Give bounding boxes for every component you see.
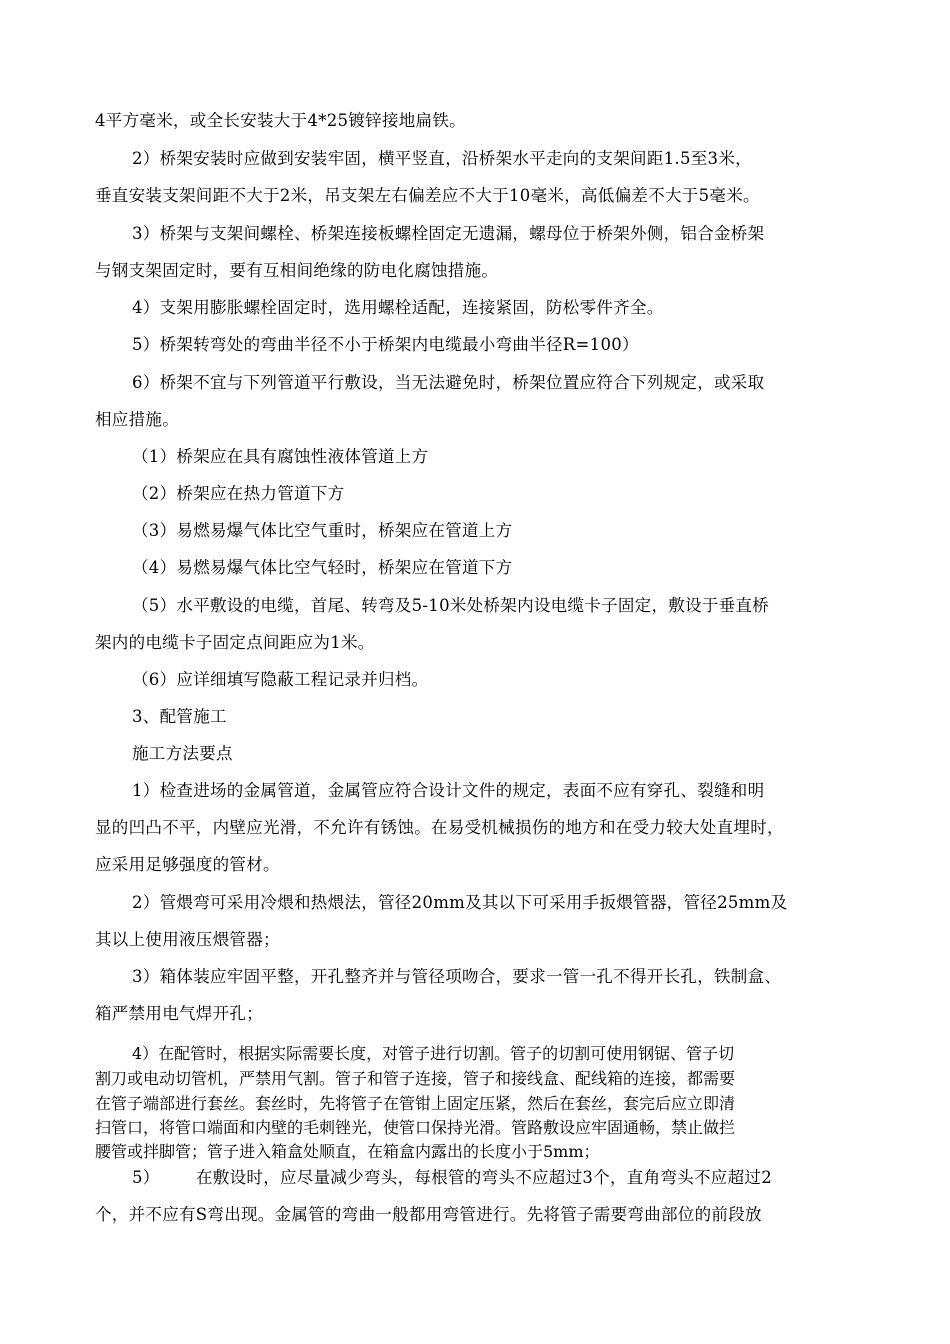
text-line: 架内的电缆卡子固定点间距应为1米。 <box>95 633 375 652</box>
text-line: （3）易燃易爆气体比空气重时，桥架应在管道上方 <box>132 521 513 540</box>
text-line: 在敷设时，应尽量减少弯头，每根管的弯头不应超过3个，直角弯头不应超过2 <box>196 1168 772 1187</box>
text-line: 6）桥架不宜与下列管道平行敷设，当无法避免时，桥架位置应符合下列规定，或采取 <box>132 373 765 392</box>
text-line: 在管子端部进行套丝。套丝时，先将管子在管钳上固定压紧，然后在套丝，套完后应立即清 <box>95 1094 736 1113</box>
text-line: 1）检查进场的金属管道，金属管应符合设计文件的规定，表面不应有穿孔、裂缝和明 <box>132 781 765 800</box>
text-line: 4）在配管时，根据实际需要长度，对管子进行切割。管子的切割可使用钢锯、管子切 <box>132 1044 735 1063</box>
text-line: 与钢支架固定时，要有互相间绝缘的防电化腐蚀措施。 <box>95 261 499 280</box>
text-line: 割刀或电动切管机，严禁用气割。管子和管子连接，管子和接线盒、配线箱的连接，都需要 <box>95 1069 736 1088</box>
section-heading: 3、配管施工 <box>132 707 227 726</box>
text-line: 其以上使用液压煨管器； <box>95 930 280 949</box>
text-line: 应采用足够强度的管材。 <box>95 855 280 874</box>
list-number: 5） <box>132 1168 160 1187</box>
text-line: （1）桥架应在具有腐蚀性液体管道上方 <box>132 447 429 466</box>
text-line: 垂直安装支架间距不大于2米，吊支架左右偏差应不大于10毫米，高低偏差不大于5毫米。 <box>95 186 760 205</box>
text-line: 3）箱体装应牢固平整，开孔整齐并与管径项吻合，要求一管一孔不得开长孔，铁制盒、 <box>132 967 782 986</box>
text-line: 4）支架用膨胀螺栓固定时，选用螺栓适配，连接紧固，防松零件齐全。 <box>132 298 664 317</box>
text-line: （2）桥架应在热力管道下方 <box>132 484 345 503</box>
text-line: 4平方毫米，或全长安装大于4*25镀锌接地扁铁。 <box>95 111 466 130</box>
text-line: 扫管口，将管口端面和内壁的毛刺锉光，使管口保持光滑。管路敷设应牢固通畅，禁止做拦 <box>95 1118 736 1137</box>
text-line: （6）应详细填写隐蔽工程记录并归档。 <box>132 670 429 689</box>
text-line: 腰管或拌脚管；管子进入箱盒处顺直，在箱盒内露出的长度小于5mm； <box>95 1142 600 1161</box>
text-line: （5）水平敷设的电缆，首尾、转弯及5-10米处桥架内设电缆卡子固定，敷设于垂直桥 <box>132 596 770 615</box>
text-line: （4）易燃易爆气体比空气轻时，桥架应在管道下方 <box>132 558 513 577</box>
text-line: 个，并不应有S弯出现。金属管的弯曲一般都用弯管进行。先将管子需要弯曲部位的前段放 <box>95 1205 762 1224</box>
text-line: 2）管煨弯可采用冷煨和热煨法，管径20mm及其以下可采用手扳煨管器，管径25mm及 <box>132 893 788 912</box>
text-line: 相应措施。 <box>95 410 179 429</box>
text-line: 3）桥架与支架间螺栓、桥架连接板螺栓固定无遗漏，螺母位于桥架外侧，铝合金桥架 <box>132 224 765 243</box>
text-line: 箱严禁用电气焊开孔； <box>95 1004 263 1023</box>
text-line: 显的凹凸不平，内壁应光滑，不允许有锈蚀。在易受机械损伤的地方和在受力较大处直埋时， <box>95 818 784 837</box>
subsection-heading: 施工方法要点 <box>132 744 233 763</box>
text-line: 5）桥架转弯处的弯曲半径不小于桥架内电缆最小弯曲半径R=100） <box>132 335 639 354</box>
text-line: 2）桥架安装时应做到安装牢固，横平竖直，沿桥架水平走向的支架间距1.5至3米， <box>132 149 752 168</box>
